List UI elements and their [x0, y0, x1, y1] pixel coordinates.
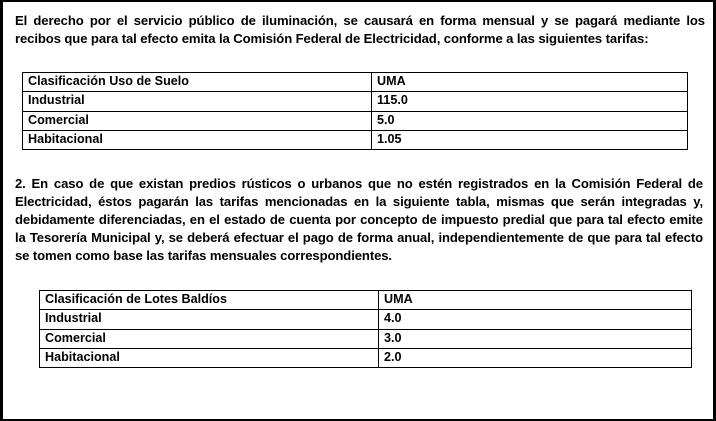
table-cell-uma: 5.0: [372, 111, 688, 130]
tabla-clasificacion-lotes-baldios: [39, 290, 692, 368]
table-cell-uma: 2.0: [379, 349, 692, 368]
table-cell-uma: 115.0: [372, 92, 688, 111]
table-cell-categoria: Comercial: [23, 111, 372, 130]
table-cell-categoria: Habitacional: [23, 130, 372, 149]
table-cell-categoria: Habitacional: [40, 349, 379, 368]
document-content: [3, 2, 713, 419]
table-header-row: [23, 72, 688, 91]
table-header-cell: Clasificación de Lotes Baldíos: [40, 291, 379, 310]
tabla-clasificacion-uso-de-suelo: [22, 72, 688, 150]
table-row: [40, 349, 692, 368]
paragraph-predios-rusticos: 2. En caso de que existan predios rústicos o urbanos que no estén registrados en la Comisión Federal de Electricidad, éstos pagarán las tarifas mencionadas en la siguiente tabla, mismas que serán integradas y, debidamente diferenciadas, en el estado de cuenta por concepto de impuesto predial que para tal efecto emite la Tesorería Municipal y, se deberá efectuar el pago de forma anual, independientemente de que para tal efecto se tomen como base las tarifas mensuales correspondientes.: [15, 176, 703, 264]
table-row: [23, 92, 688, 111]
paragraph-iluminacion: El derecho por el servicio público de iluminación, se causará en forma mensual y se pagará mediante los recibos que para tal efecto emita la Comisión Federal de Electricidad, conforme a las siguientes tarifas:: [15, 13, 705, 46]
table-header-cell: Clasificación Uso de Suelo: [23, 72, 372, 91]
table-header-cell: UMA: [379, 291, 692, 310]
table-row: [23, 111, 688, 130]
table-cell-categoria: Industrial: [40, 310, 379, 329]
table-row: [23, 130, 688, 149]
table-row: [40, 310, 692, 329]
table-cell-uma: 4.0: [379, 310, 692, 329]
section-spacer: [15, 150, 701, 175]
table-cell-categoria: Comercial: [40, 329, 379, 348]
table-cell-uma: 1.05: [372, 130, 688, 149]
table-header-cell: UMA: [372, 72, 688, 91]
table-cell-categoria: Industrial: [23, 92, 372, 111]
table-header-row: [40, 291, 692, 310]
table-row: [40, 329, 692, 348]
table-cell-uma: 3.0: [379, 329, 692, 348]
